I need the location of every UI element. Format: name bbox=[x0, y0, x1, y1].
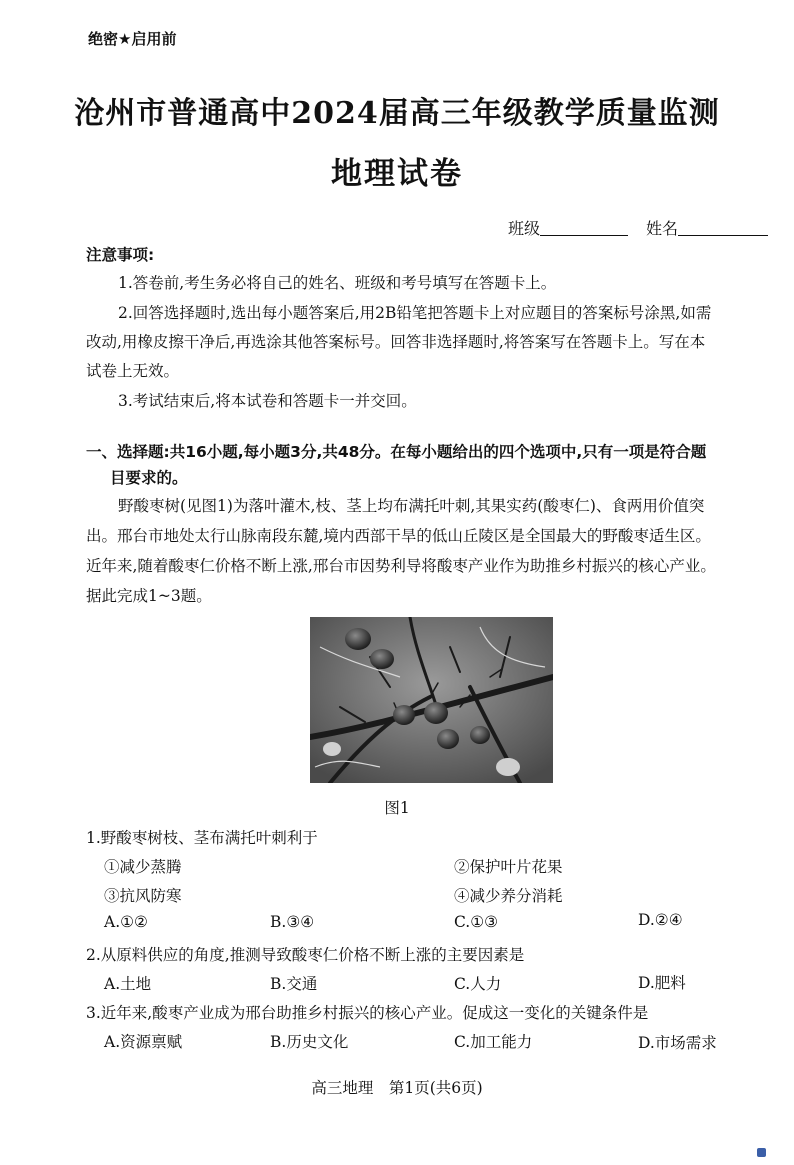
q2-option-d: D.肥料 bbox=[638, 974, 686, 992]
passage-line-4: 据此完成1~3题。 bbox=[86, 587, 212, 605]
q1-option-d: D.②④ bbox=[638, 911, 683, 929]
q3-option-a: A.资源禀赋 bbox=[104, 1033, 183, 1051]
q2-option-c: C.人力 bbox=[454, 975, 502, 993]
passage-line-1: 野酸枣树(见图1)为落叶灌木,枝、茎上均布满托叶刺,其果实药(酸枣仁)、食两用价值突 bbox=[118, 497, 705, 515]
student-info-fields bbox=[508, 216, 768, 239]
notice-item-2-line-2: 改动,用橡皮擦干净后,再选涂其他答案标号。回答非选择题时,将答案写在答题卡上。写在本 bbox=[86, 333, 706, 351]
q1-option-b: B.③④ bbox=[270, 913, 315, 931]
section-1-heading: 一、选择题:共16小题,每小题3分,共48分。在每小题给出的四个选项中,只有一项是符合题 bbox=[86, 443, 707, 461]
q2-option-b: B.交通 bbox=[270, 975, 318, 993]
q2-option-a: A.土地 bbox=[104, 975, 152, 993]
q3-option-c: C.加工能力 bbox=[454, 1033, 533, 1051]
question-1-stem: 1.野酸枣树枝、茎布满托叶刺利于 bbox=[86, 829, 318, 847]
name-blank bbox=[678, 221, 768, 236]
notice-heading: 注意事项: bbox=[86, 246, 155, 264]
q1-option-c: C.①③ bbox=[454, 913, 499, 931]
notice-item-1: 1.答卷前,考生务必将自己的姓名、班级和考号填写在答题卡上。 bbox=[118, 274, 557, 292]
question-2-stem: 2.从原料供应的角度,推测导致酸枣仁价格不断上涨的主要因素是 bbox=[86, 946, 525, 964]
question-3-stem: 3.近年来,酸枣产业成为邢台助推乡村振兴的核心产业。促成这一变化的关键条件是 bbox=[86, 1004, 649, 1022]
q1-statement-2: ②保护叶片花果 bbox=[454, 858, 563, 876]
q3-option-b: B.历史文化 bbox=[270, 1033, 349, 1051]
section-1-heading-cont: 目要求的。 bbox=[110, 469, 188, 487]
notice-item-3: 3.考试结束后,将本试卷和答题卡一并交回。 bbox=[118, 392, 417, 410]
watermark-logo-icon bbox=[757, 1148, 766, 1157]
passage-line-2: 出。邢台市地处太行山脉南段东麓,境内西部干旱的低山丘陵区是全国最大的野酸枣适生区。 bbox=[86, 527, 711, 545]
exam-title: 沧州市普通高中2024届高三年级教学质量监测 bbox=[74, 96, 720, 131]
exam-subject-title: 地理试卷 bbox=[331, 156, 463, 192]
passage-line-3: 近年来,随着酸枣仁价格不断上涨,邢台市因势利导将酸枣产业作为助推乡村振兴的核心产业。 bbox=[86, 557, 716, 575]
q1-option-a: A.①② bbox=[104, 913, 148, 931]
page-footer: 高三地理 第1页(共6页) bbox=[311, 1079, 483, 1097]
figure-caption: 图1 bbox=[384, 799, 410, 817]
q3-option-d: D.市场需求 bbox=[638, 1034, 717, 1052]
class-label: 班级 bbox=[508, 219, 541, 238]
class-blank bbox=[540, 221, 628, 236]
jujube-photo bbox=[310, 617, 553, 783]
q1-statement-1: ①减少蒸腾 bbox=[104, 858, 182, 876]
name-label: 姓名 bbox=[646, 219, 679, 238]
q1-statement-4: ④减少养分消耗 bbox=[454, 887, 563, 905]
q1-statement-3: ③抗风防寒 bbox=[104, 887, 182, 905]
confidential-mark: 绝密★启用前 bbox=[88, 30, 177, 48]
notice-item-2-line-1: 2.回答选择题时,选出每小题答案后,用2B铅笔把答题卡上对应题目的答案标号涂黑,如需 bbox=[118, 304, 712, 322]
notice-item-2-line-3: 试卷上无效。 bbox=[86, 362, 180, 380]
